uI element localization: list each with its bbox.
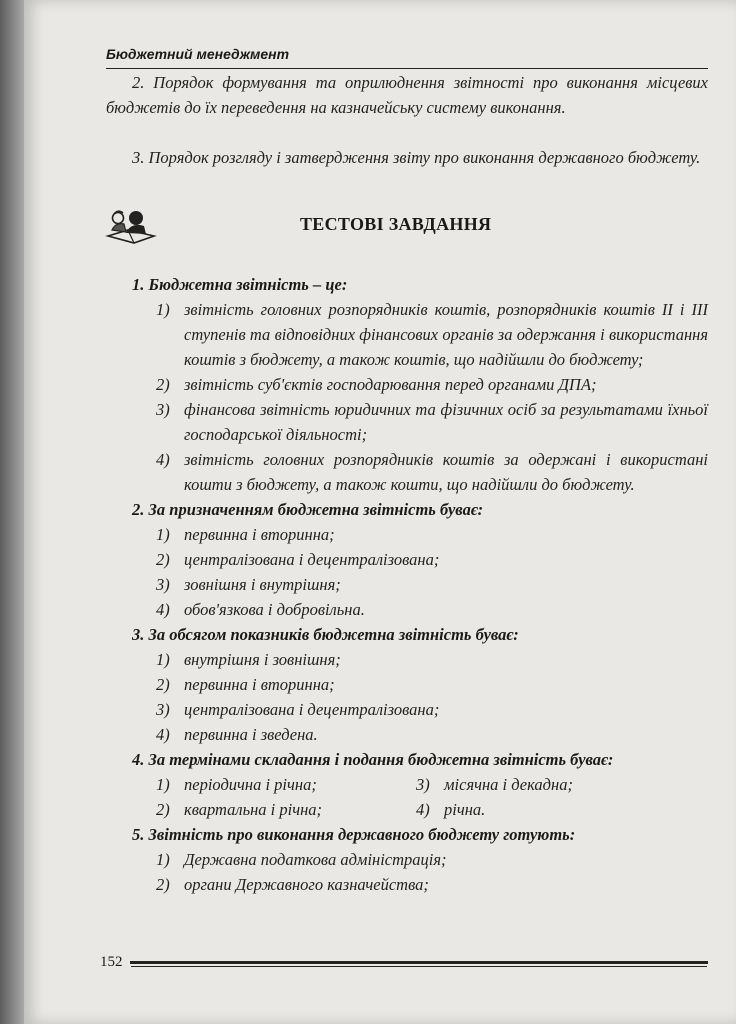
question-2: 2. За призначенням бюджетна звітність буває: [132, 500, 484, 519]
question-3: 3. За обсягом показників бюджетна звітність буває: [132, 625, 519, 644]
review-question-2: 2. Порядок формування та оприлюднення звітності про виконання місцевих бюджетів до їх переведення на казначейську систему виконання. [106, 73, 708, 117]
answer-list-1 [106, 297, 708, 497]
answer-option: 1) звітність головних розпорядників коштів, розпорядників коштів ІІ і ІІІ ступенів та відповідних фінансових органів за одержання і використання коштів з бюджету, а також коштів, що надійшли до бюджету; [156, 300, 708, 369]
answer-list-5 [106, 847, 708, 897]
reading-person-icon [104, 206, 158, 246]
answer-option: 3) місячна і декадна; [416, 775, 573, 794]
question-4: 4. За термінами складання і подання бюджетна звітність буває: [132, 750, 614, 769]
page-number: 152 [100, 954, 123, 970]
answer-option: 1) Державна податкова адміністрація; [156, 850, 447, 869]
footer-rule [130, 961, 708, 964]
answer-option: 2) звітність суб'єктів господарювання перед органами ДПА; [156, 375, 597, 394]
answer-option: 1) внутрішня і зовнішня; [156, 650, 341, 669]
book-spine-shadow [0, 0, 24, 1024]
answer-option: 4) річна. [416, 800, 486, 819]
answer-list-4 [106, 772, 708, 822]
section-title: ТЕСТОВІ ЗАВДАННЯ [300, 214, 492, 234]
running-header-title: Бюджетний менеджмент [106, 46, 290, 62]
answer-option: 3) фінансова звітність юридичних та фізичних осіб за результатами їхньої господарської діяльності; [156, 400, 708, 444]
answer-option: 4) звітність головних розпорядників коштів за одержані і використані кошти з бюджету, а також кошти, що надійшли до бюджету. [156, 450, 708, 494]
answer-option: 4) первинна і зведена. [156, 725, 318, 744]
answer-list-3 [106, 647, 708, 747]
answer-option: 1) періодична і річна; [156, 775, 317, 794]
question-1: 1. Бюджетна звітність – це: [132, 275, 348, 294]
question-5: 5. Звітність про виконання державного бюджету готують: [132, 825, 576, 844]
page-footer [100, 954, 708, 974]
running-header [106, 42, 708, 69]
answer-option: 2) органи Державного казначейства; [156, 875, 429, 894]
answer-option: 2) первинна і вторинна; [156, 675, 335, 694]
answer-option: 3) централізована і децентралізована; [156, 700, 440, 719]
answer-list-2 [106, 522, 708, 622]
test-questions [106, 272, 708, 897]
review-question-3: 3. Порядок розгляду і затвердження звіту про виконання державного бюджету. [132, 148, 701, 167]
answer-option: 1) первинна і вторинна; [156, 525, 335, 544]
answer-option: 2) квартальна і річна; [156, 800, 323, 819]
answer-option: 2) централізована і децентралізована; [156, 550, 440, 569]
answer-option: 3) зовнішня і внутрішня; [156, 575, 341, 594]
answer-option: 4) обов'язкова і добровільна. [156, 600, 365, 619]
